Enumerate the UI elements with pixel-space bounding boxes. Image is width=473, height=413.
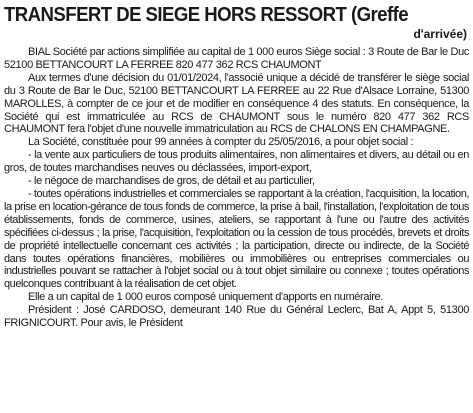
notice-subtitle: d'arrivée) bbox=[413, 27, 467, 41]
purpose-item-retail: - la vente aux particuliers de tous produits alimentaires, non alimentaires et divers, au détail ou en gros, de toutes marchandises neuves ou déclassées, import-export, bbox=[4, 149, 469, 175]
purpose-item-operations: - toutes opérations industrielles et commerciales se rapportant à la création, l'acquisition, la location, la prise en location-gérance de tous fonds de commerce, la prise à bail, l'installation, l'exploitation de tous établissements, fonds de commerce, usines, ateliers, se rapportant à l'une ou l'autre des activités spécifiées ci-dessus ; la prise, l'acquisition, l'exploitation ou la cession de tous procédés, brevets et droits de propriété intellectuelle concernant ces activités ; la participation, directe ou indirecte, de la Société dans toutes opérations financières, mobilières ou immobilières ou entreprises commerciales ou industrielles pouvant se rattacher à l'objet social ou à tout objet similaire ou connexe ; toutes opérations quelconques contribuant à la réalisation de cet objet. bbox=[4, 187, 469, 291]
purpose-item-wholesale: - le négoce de marchandises de gros, de détail et au particulier, bbox=[28, 175, 315, 188]
notice-body bbox=[4, 46, 469, 330]
president-paragraph: Président : José CARDOSO, demeurant 140 Rue du Général Leclerc, Bat A, Appt 5, 51300 FRIGNICOURT. Pour avis, le Président bbox=[4, 304, 469, 330]
company-header-paragraph: BIAL Société par actions simplifiée au capital de 1 000 euros Siège social : 3 Route de Bar le Duc 52100 BETTANCOURT LA FERREE 820 477 362 RCS CHAUMONT bbox=[4, 46, 470, 71]
transfer-decision-paragraph: Aux termes d'une décision du 01/01/2024, l'associé unique a décidé de transférer le siège social du 3 Route de Bar le Duc, 52100 BETTANCOURT LA FERREE au 22 Rue d'Alsace Lorraine, 51300 MAROLLES, à compter de ce jour et de modifier en conséquence 4 des statuts. En conséquence, la Société qui est immatriculée au RCS de CHAUMONT sous le numéro 820 477 362 RCS CHAUMONT fera l'objet d'une nouvelle immatriculation au RCS de CHALONS EN CHAMPAGNE. bbox=[4, 71, 469, 136]
corporate-purpose-intro: La Société, constituée pour 99 années à compter du 25/05/2016, a pour objet social : bbox=[28, 136, 414, 149]
notice-title: TRANSFERT DE SIEGE HORS RESSORT (Greffe bbox=[4, 4, 409, 26]
legal-notice bbox=[4, 4, 469, 330]
capital-paragraph: Elle a un capital de 1 000 euros composé uniquement d'apports en numéraire. bbox=[28, 291, 383, 304]
